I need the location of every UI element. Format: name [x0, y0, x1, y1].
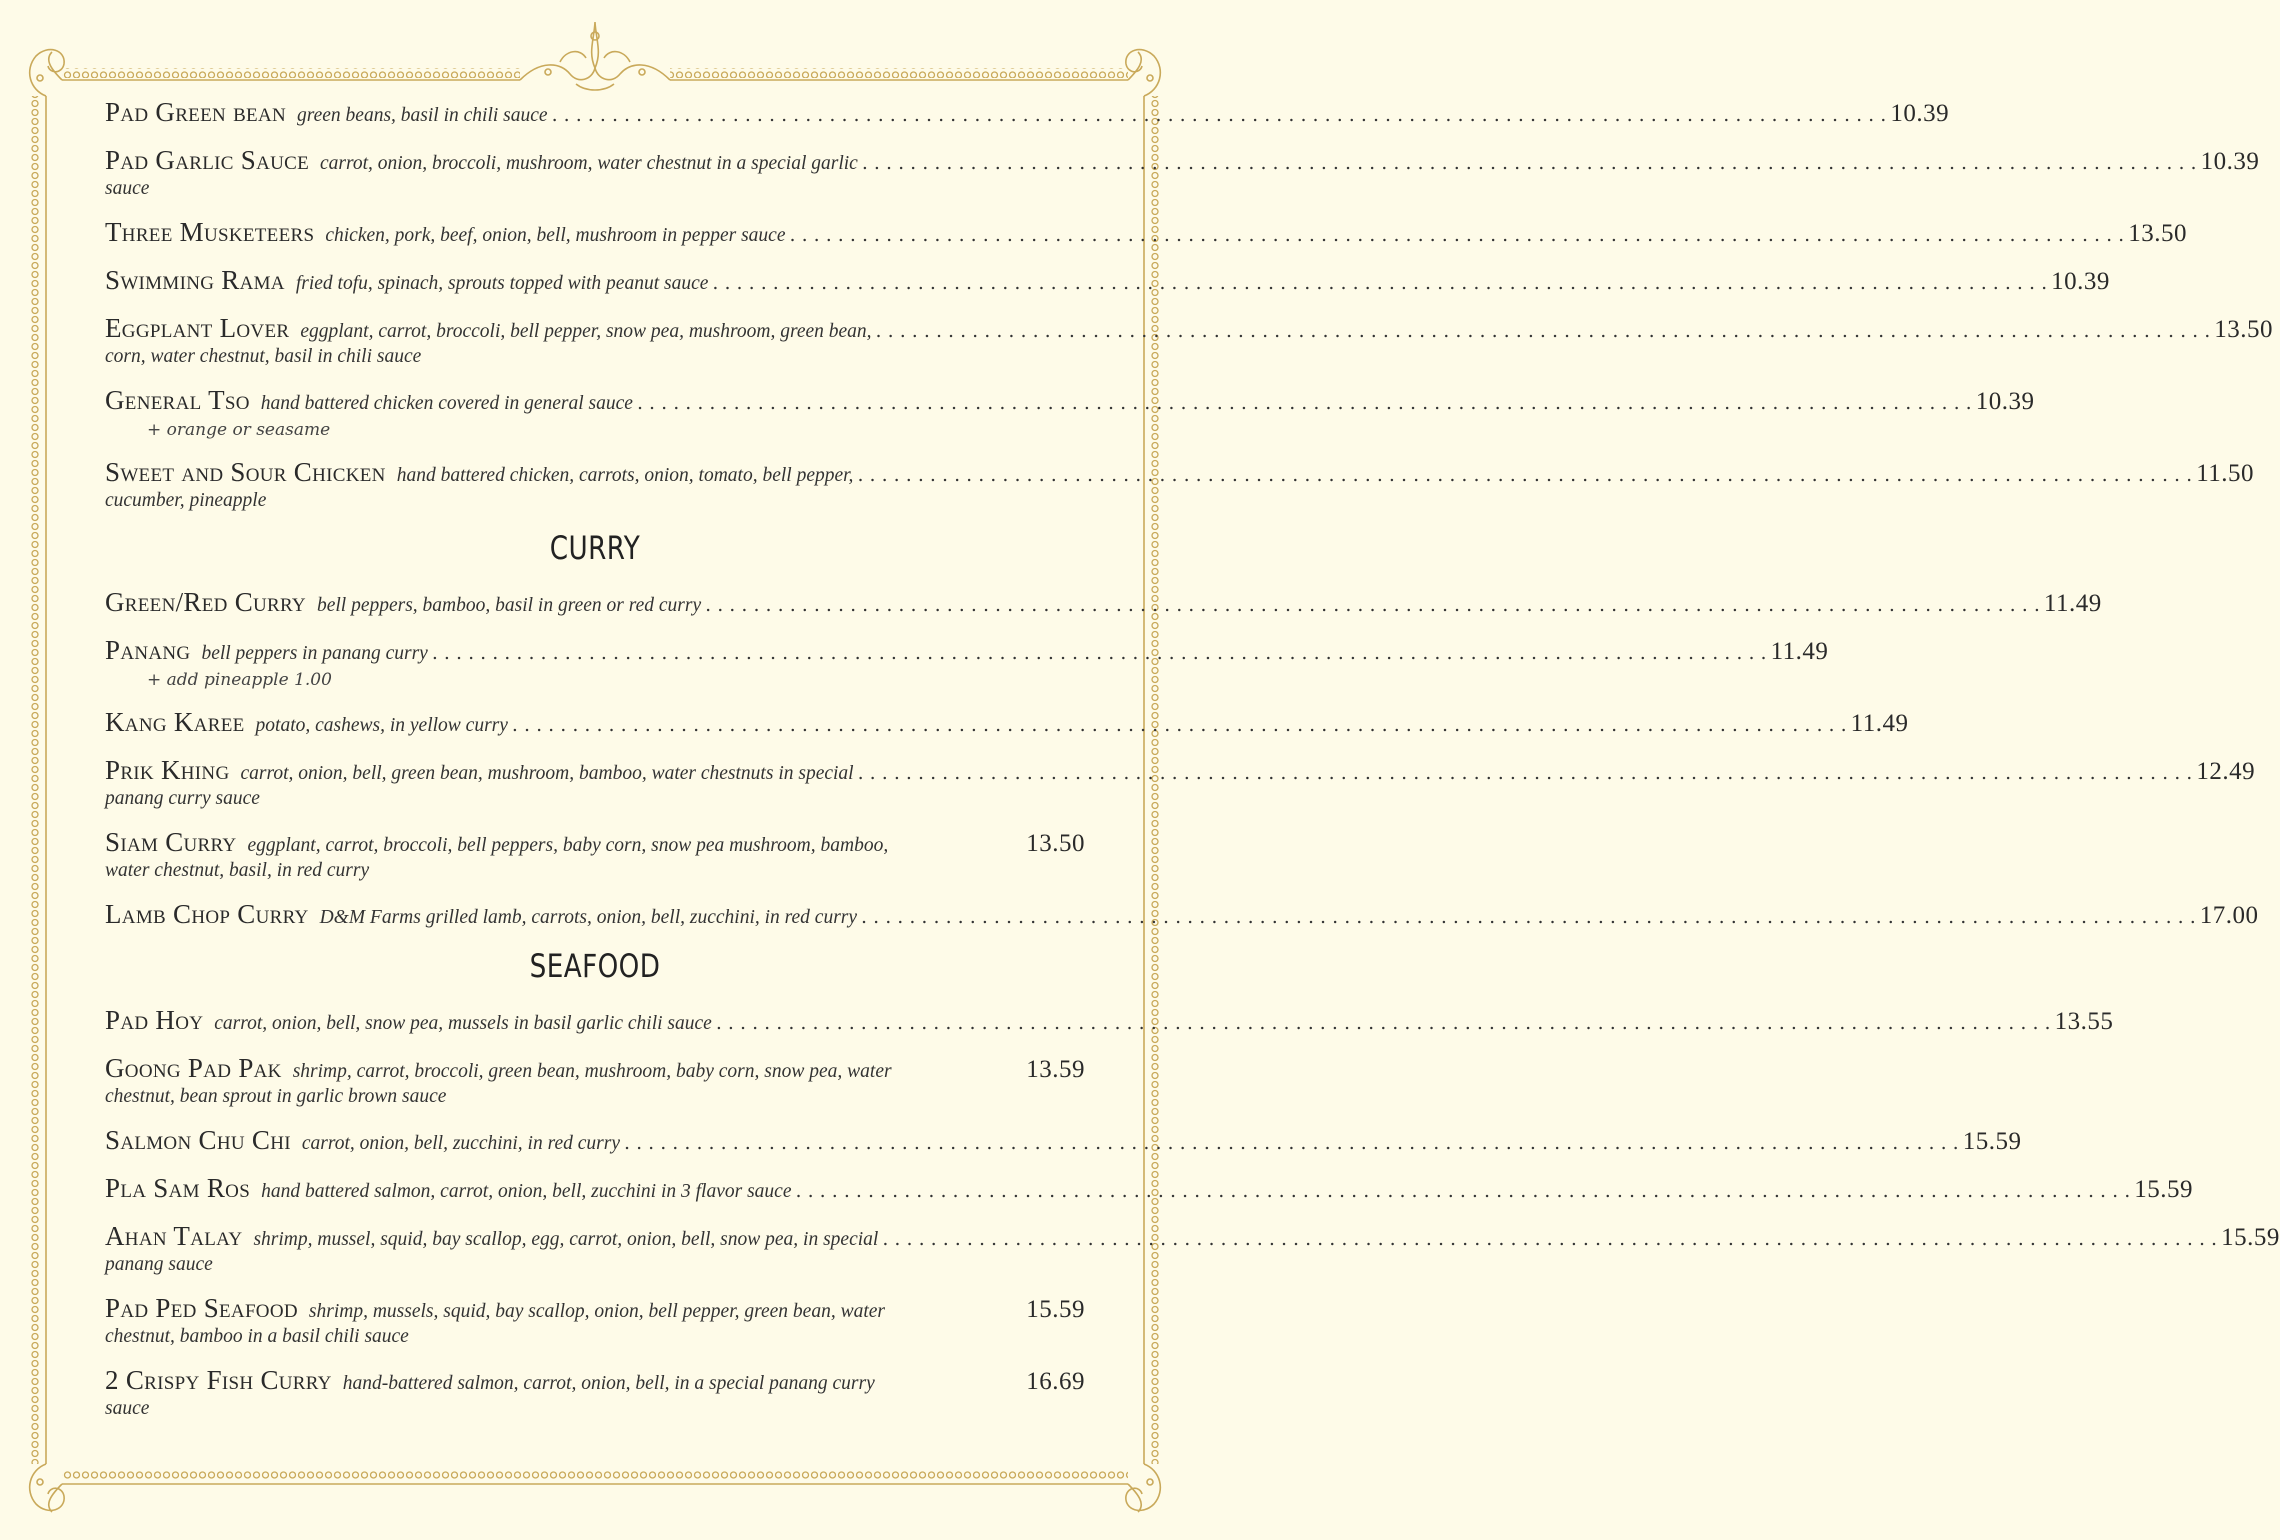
item-description: bell peppers in panang curry	[201, 643, 428, 664]
item-name: Pad Ped Seafood	[105, 1293, 298, 1323]
item-price: 13.50	[2128, 220, 2187, 247]
item-name: Pad Hoy	[105, 1005, 204, 1035]
item-price: 16.69	[1026, 1368, 1085, 1395]
item-price: 13.59	[1026, 1056, 1085, 1083]
dot-leader	[512, 714, 1847, 736]
item-description-continued: panang curry sauce	[105, 788, 260, 809]
menu-content	[105, 97, 2280, 1437]
dot-leader	[882, 1228, 2217, 1250]
menu-item	[105, 313, 2274, 368]
item-price: 11.49	[2043, 590, 2102, 617]
dot-leader	[432, 642, 1767, 664]
menu-item	[105, 827, 1085, 882]
item-description: hand battered chicken, carrots, onion, tomato, bell pepper,	[396, 465, 854, 486]
corner-flourish-bottom-right	[1126, 1464, 1160, 1512]
item-price: 15.59	[1962, 1128, 2022, 1155]
item-price: 15.59	[1026, 1296, 1085, 1323]
dot-leader	[789, 224, 2124, 246]
item-price: 15.59	[2221, 1224, 2280, 1251]
item-description: D&M Farms grilled lamb, carrots, onion, bell, zucchini, in red curry	[319, 907, 858, 928]
item-name: Prik Khing	[105, 755, 230, 785]
menu-item	[105, 1293, 1085, 1348]
dot-leader	[716, 1012, 2051, 1034]
item-name: Lamb Chop Curry	[105, 899, 309, 929]
item-description: shrimp, carrot, broccoli, green bean, mushroom, baby corn, snow pea, water	[292, 1061, 892, 1082]
menu-item	[105, 217, 2187, 248]
menu-item	[105, 1173, 2193, 1204]
menu-item	[105, 899, 2259, 930]
item-price: 13.55	[2054, 1008, 2114, 1035]
dot-leader	[858, 762, 2193, 784]
item-price: 17.00	[2199, 902, 2259, 929]
menu-item	[105, 707, 1909, 738]
item-price: 10.39	[1890, 100, 1950, 127]
dot-leader	[705, 594, 2040, 616]
item-name: 2 Crispy Fish Curry	[105, 1365, 332, 1395]
dot-leader	[862, 152, 2197, 174]
menu-item	[105, 457, 2255, 512]
menu-item	[105, 1053, 1085, 1108]
item-price: 10.39	[1975, 388, 2035, 415]
item-description-continued: corn, water chestnut, basil in chili sauce	[105, 346, 422, 367]
item-name: Pla Sam Ros	[105, 1173, 251, 1203]
item-description: bell peppers, bamboo, basil in green or red curry	[316, 595, 702, 616]
item-name: Green/Red Curry	[105, 587, 306, 617]
item-name: Ahan Talay	[105, 1221, 243, 1251]
dot-leader	[624, 1132, 1959, 1154]
item-addon: + add pineapple 1.00	[147, 670, 332, 690]
corner-flourish-top-right	[1126, 50, 1160, 96]
item-description: carrot, onion, bell, snow pea, mussels in basil garlic chili sauce	[214, 1013, 712, 1034]
dot-leader	[857, 464, 2192, 486]
dot-leader	[552, 104, 1887, 126]
item-name: Kang Karee	[105, 707, 245, 737]
dot-leader	[712, 272, 2047, 294]
item-name: Panang	[105, 635, 191, 665]
item-description-continued: chestnut, bamboo in a basil chili sauce	[105, 1326, 409, 1347]
item-description: eggplant, carrot, broccoli, bell peppers, baby corn, snow pea mushroom, bamboo,	[247, 835, 889, 856]
menu-item	[105, 1365, 1085, 1420]
section-heading: CURRY	[549, 529, 641, 567]
menu-item	[105, 145, 2260, 200]
item-description: carrot, onion, bell, zucchini, in red curry	[301, 1133, 620, 1154]
dot-leader	[876, 320, 2211, 342]
item-name: General Tso	[105, 385, 250, 415]
item-name: Three Musketeers	[105, 217, 315, 247]
item-price: 10.39	[2051, 268, 2110, 295]
menu-item	[105, 1221, 2280, 1276]
item-description: hand battered chicken covered in general sauce	[260, 393, 633, 414]
menu-item	[105, 635, 1829, 690]
menu-item	[105, 755, 2256, 810]
item-description: chicken, pork, beef, onion, bell, mushroom in pepper sauce	[325, 225, 786, 246]
item-price: 13.50	[2214, 316, 2274, 343]
item-description: green beans, basil in chili sauce	[296, 105, 548, 126]
item-name: Goong Pad Pak	[105, 1053, 282, 1083]
item-price: 10.39	[2200, 148, 2260, 175]
item-description: potato, cashews, in yellow curry	[255, 715, 508, 736]
menu-item	[105, 97, 1950, 128]
section-heading: SEAFOOD	[529, 947, 661, 985]
item-addon: + orange or seasame	[147, 420, 331, 440]
item-price: 11.50	[2196, 460, 2255, 487]
dot-leader	[796, 1180, 2131, 1202]
item-description: fried tofu, spinach, sprouts topped with peanut sauce	[295, 273, 709, 294]
item-name: Pad Green bean	[105, 97, 286, 127]
item-price: 15.59	[2134, 1176, 2193, 1203]
item-description: carrot, onion, broccoli, mushroom, water chestnut in a special garlic	[320, 153, 858, 174]
item-price: 13.50	[1026, 830, 1085, 857]
menu-item	[105, 265, 2110, 296]
item-description-continued: sauce	[105, 1398, 150, 1419]
menu-item	[105, 385, 2035, 440]
item-description-continued: panang sauce	[105, 1254, 213, 1275]
item-price: 12.49	[2196, 758, 2256, 785]
item-description-continued: chestnut, bean sprout in garlic brown sauce	[105, 1086, 447, 1107]
item-description: eggplant, carrot, broccoli, bell pepper, snow pea, mushroom, green bean,	[300, 321, 872, 342]
item-description: hand battered salmon, carrot, onion, bell, zucchini in 3 flavor sauce	[261, 1181, 792, 1202]
item-description: shrimp, mussel, squid, bay scallop, egg, carrot, onion, bell, snow pea, in special	[253, 1229, 879, 1250]
corner-flourish-bottom-left	[30, 1464, 64, 1512]
menu-item	[105, 587, 2102, 618]
menu-item	[105, 1125, 2022, 1156]
item-name: Salmon Chu Chi	[105, 1125, 291, 1155]
item-description-continued: cucumber, pineapple	[105, 490, 267, 511]
item-name: Swimming Rama	[105, 265, 285, 295]
dot-leader	[861, 906, 2196, 928]
item-name: Eggplant Lover	[105, 313, 290, 343]
item-description-continued: water chestnut, basil, in red curry	[105, 860, 370, 881]
corner-flourish-top-left	[30, 50, 64, 96]
item-description: shrimp, mussels, squid, bay scallop, onion, bell pepper, green bean, water	[308, 1301, 885, 1322]
item-description: carrot, onion, bell, green bean, mushroom, bamboo, water chestnuts in special	[240, 763, 854, 784]
item-price: 11.49	[1850, 710, 1909, 737]
item-price: 11.49	[1770, 638, 1829, 665]
dot-leader	[637, 392, 1972, 414]
item-description-continued: sauce	[105, 178, 150, 199]
top-center-ornament	[520, 22, 670, 90]
item-name: Sweet and Sour Chicken	[105, 457, 386, 487]
item-name: Pad Garlic Sauce	[105, 145, 309, 175]
item-name: Siam Curry	[105, 827, 237, 857]
menu-item	[105, 1005, 2114, 1036]
item-description: hand-battered salmon, carrot, onion, bell, in a special panang curry	[342, 1373, 875, 1394]
